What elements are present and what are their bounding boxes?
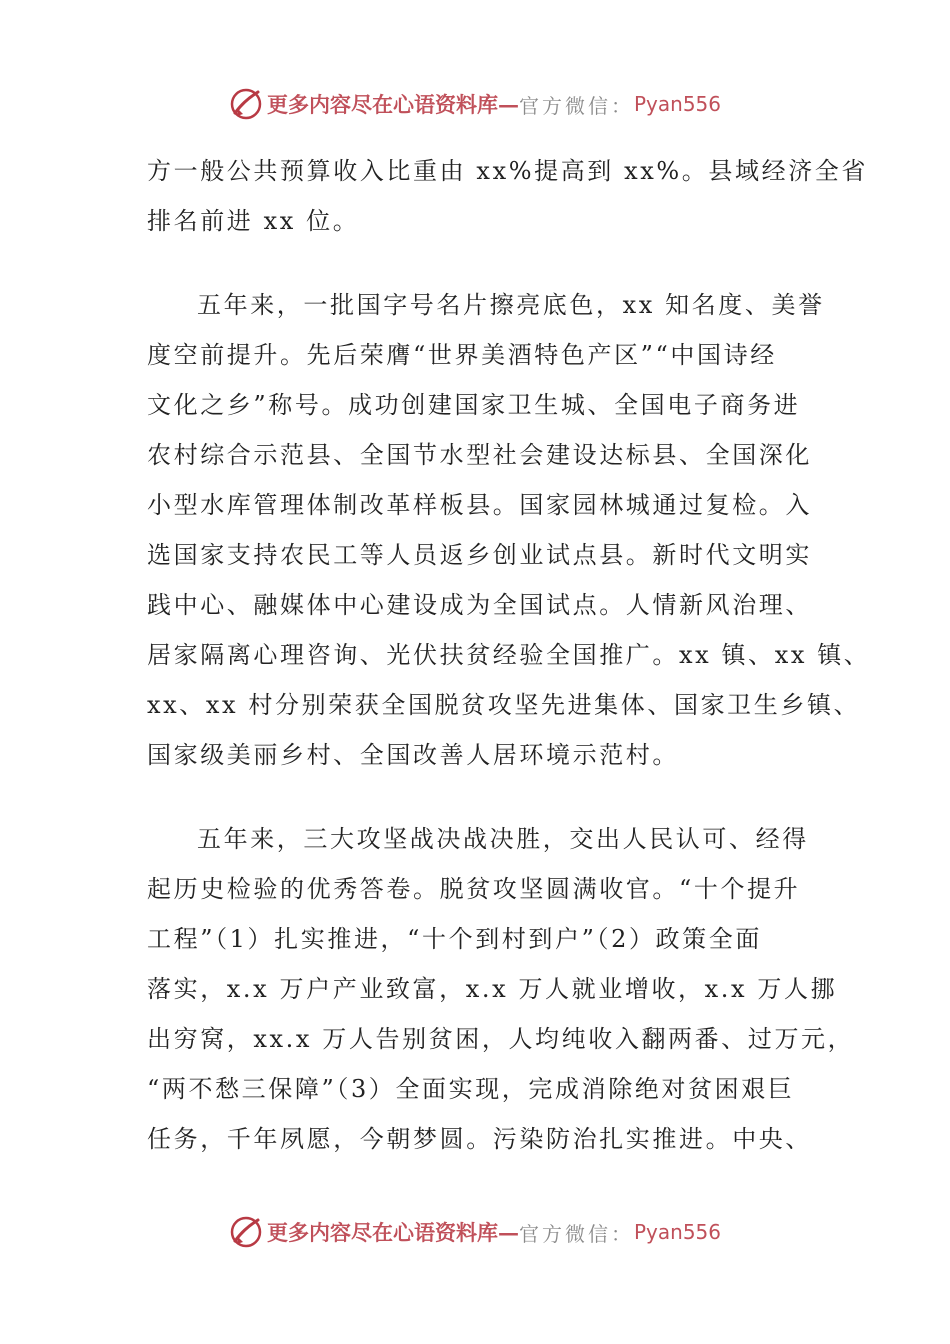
text-line: 任务，千年夙愿，今朝梦圆。污染防治扎实推进。中央、	[147, 1125, 812, 1153]
text-line: 工程”（1）扎实推进，“十个到村到户”（2）政策全面	[147, 925, 762, 953]
watermark-label: 官方微信：	[518, 93, 634, 118]
text-line: 文化之乡”称号。成功创建国家卫生城、全国电子商务进	[147, 391, 801, 419]
paragraph-2	[147, 280, 871, 780]
text-line: 起历史检验的优秀答卷。脱贫攻坚圆满收官。“十个提升	[147, 875, 801, 903]
watermark-dash: —	[497, 1219, 519, 1245]
text-line: 出穷窝，xx.x 万人告别贫困，人均纯收入翻两番、过万元，	[147, 1025, 855, 1053]
text-line: 五年来，一批国字号名片擦亮底色，xx 知名度、美誉	[197, 291, 825, 319]
paragraph-1	[147, 146, 869, 246]
text-line: 农村综合示范县、全国节水型社会建设达标县、全国深化	[147, 441, 812, 469]
watermark-brand: 更多内容尽在心语资料库	[266, 1220, 498, 1245]
watermark-dash: —	[497, 91, 519, 117]
pen-logo-icon	[229, 87, 263, 121]
text-line: 排名前进 xx 位。	[147, 207, 360, 235]
text-line: 落实，x.x 万户产业致富，x.x 万人就业增收，x.x 万人挪	[147, 975, 838, 1003]
text-line: 五年来，三大攻坚战决战决胜，交出人民认可、经得	[197, 825, 809, 853]
footer-watermark	[0, 1212, 950, 1252]
paragraph-3	[147, 814, 855, 1164]
text-line: “两不愁三保障”（3）全面实现，完成消除绝对贫困艰巨	[147, 1075, 795, 1103]
text-line: 国家级美丽乡村、全国改善人居环境示范村。	[147, 741, 679, 769]
pen-logo-icon	[229, 1215, 263, 1249]
watermark-id: Pyan556	[633, 92, 721, 116]
text-line: 方一般公共预算收入比重由 xx%提高到 xx%。县域经济全省	[147, 157, 869, 185]
text-line: 居家隔离心理咨询、光伏扶贫经验全国推广。xx 镇、xx 镇、	[147, 641, 871, 669]
watermark-label: 官方微信：	[518, 1221, 634, 1246]
document-body	[147, 146, 871, 1164]
text-line: xx、xx 村分别荣获全国脱贫攻坚先进集体、国家卫生乡镇、	[147, 691, 861, 719]
header-watermark	[0, 84, 950, 124]
text-line: 度空前提升。先后荣膺“世界美酒特色产区”“中国诗经	[147, 341, 777, 369]
watermark-id: Pyan556	[633, 1220, 721, 1244]
watermark-brand: 更多内容尽在心语资料库	[266, 92, 498, 117]
text-line: 践中心、融媒体中心建设成为全国试点。人情新风治理、	[147, 591, 812, 619]
text-line: 选国家支持农民工等人员返乡创业试点县。新时代文明实	[147, 541, 812, 569]
text-line: 小型水库管理体制改革样板县。国家园林城通过复检。入	[147, 491, 812, 519]
